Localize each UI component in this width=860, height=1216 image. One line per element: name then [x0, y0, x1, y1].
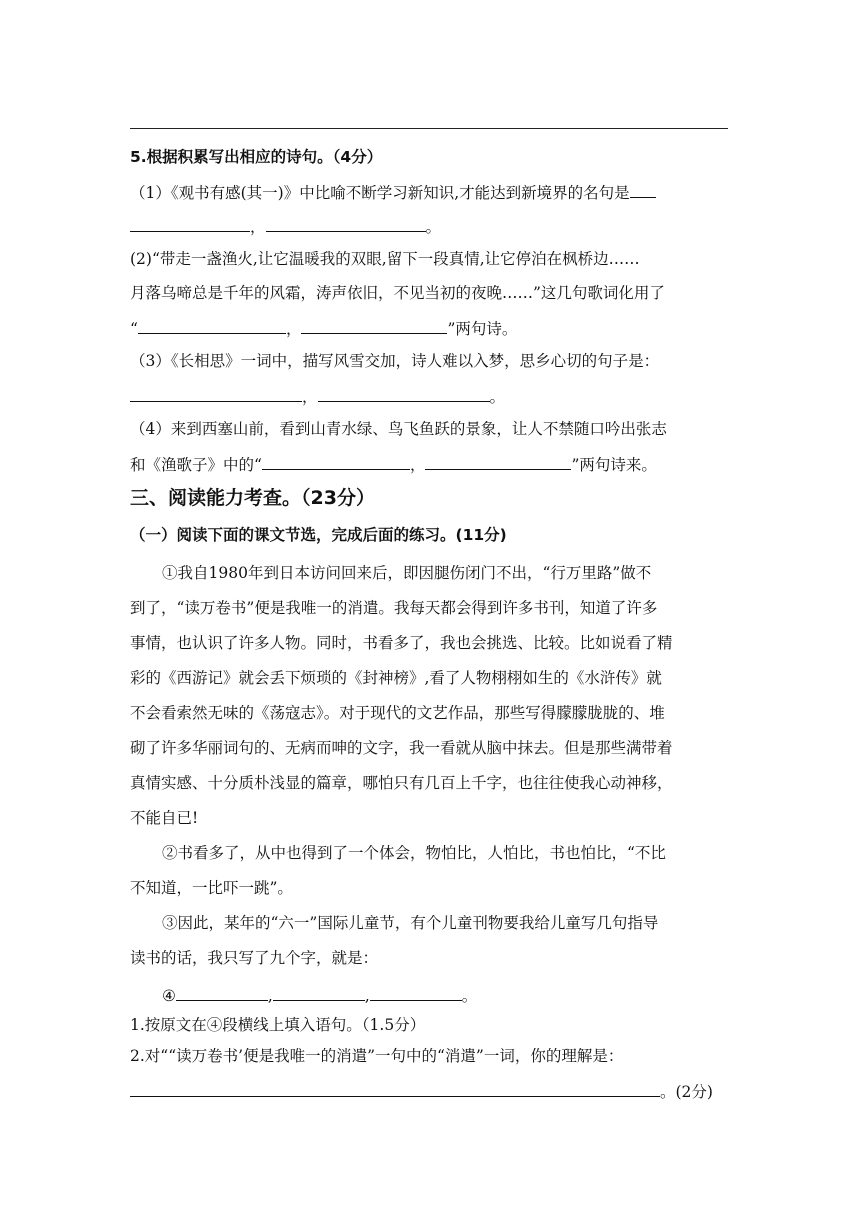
- q5-part1-line1: [130, 180, 656, 204]
- q5-part1-text: （1）《观书有感(其一)》中比喻不断学习新知识,才能达到新境界的名句是: [130, 184, 630, 202]
- answer-blank[interactable]: [130, 214, 250, 232]
- q5-part4-line2: [130, 452, 657, 476]
- comma: ，: [302, 388, 318, 406]
- paragraph-four-marker: ④: [162, 987, 176, 1005]
- period: 。: [461, 987, 478, 1005]
- answer-blank[interactable]: [425, 452, 571, 470]
- q5-part3-line1: （3）《长相思》一词中，描写风雪交加，诗人难以入梦，思乡心切的句子是：: [130, 352, 660, 370]
- header-rule: [130, 128, 728, 129]
- answer-blank[interactable]: [176, 983, 268, 1001]
- answer-blank[interactable]: [273, 983, 365, 1001]
- answer-blank[interactable]: [130, 1079, 660, 1097]
- question-2: 2.对““读万卷书’便是我唯一的消遣”一句中的“消遣”一词，你的理解是：: [130, 1047, 624, 1065]
- open-quote: “: [130, 320, 138, 338]
- passage-line: ③因此，某年的“六一”国际儿童节，有个儿童刊物要我给儿童写几句指导: [162, 914, 659, 932]
- p4-pre: 和《渔歌子》中的“: [130, 456, 262, 474]
- passage-fill-line: [162, 983, 477, 1007]
- question-2-answer-line: [130, 1079, 713, 1103]
- p4-post: ”两句诗来。: [571, 456, 657, 474]
- section-three-subtitle: （一）阅读下面的课文节选，完成后面的练习。(11分): [130, 526, 507, 544]
- q5-part2-line1: (2)“带走一盏渔火,让它温暖我的双眼,留下一段真情,让它停泊在枫桥边……: [130, 250, 640, 268]
- comma: ,: [364, 987, 370, 1005]
- passage-line: 砌了许多华丽词句的、无病而呻的文字，我一看就从脑中抹去。但是那些满带着: [130, 739, 673, 757]
- q5-part4-line1: （4）来到西塞山前，看到山青水绿、鸟飞鱼跃的景象，让人不禁随口吟出张志: [130, 420, 667, 438]
- passage-line: ①我自1980年到日本访问回来后，即因腿伤闭门不出，“行万里路”做不: [162, 564, 652, 582]
- question-2-tail: 。(2分): [660, 1083, 713, 1101]
- comma: ,: [267, 987, 273, 1005]
- answer-blank[interactable]: [318, 384, 490, 402]
- answer-blank[interactable]: [630, 180, 656, 198]
- comma: ，: [285, 320, 302, 338]
- passage-line: 到了，“读万卷书”便是我唯一的消遣。我每天都会得到许多书刊，知道了许多: [130, 599, 658, 617]
- section-three-title: 三、阅读能力考查。（23分）: [130, 487, 375, 509]
- answer-blank[interactable]: [138, 316, 286, 334]
- close-tail: ”两句诗。: [447, 320, 518, 338]
- answer-blank[interactable]: [370, 983, 462, 1001]
- passage-line: 读书的话，我只写了九个字，就是：: [130, 949, 379, 967]
- period: 。: [489, 388, 506, 406]
- q5-part2-line2: 月落乌啼总是千年的风霜，涛声依旧，不见当初的夜晚……”这几句歌词化用了: [130, 284, 665, 302]
- answer-blank[interactable]: [130, 384, 302, 402]
- passage-line: 事情，也认识了许多人物。同时，书看多了，我也会挑选、比较。比如说看了精: [130, 634, 673, 652]
- comma: ，: [409, 456, 426, 474]
- question-1: 1.按原文在④段横线上填入语句。（1.5分）: [130, 1016, 426, 1034]
- answer-blank[interactable]: [262, 452, 410, 470]
- passage-line: 彩的《西游记》就会丢下烦琐的《封神榜》,看了人物栩栩如生的《水浒传》就: [130, 669, 662, 687]
- comma: ，: [250, 218, 266, 236]
- passage-line: ②书看多了，从中也得到了一个体会，物怕比，人怕比，书也怕比，“不比: [162, 844, 666, 862]
- q5-title: 5.根据积累写出相应的诗句。（4分）: [130, 148, 383, 166]
- q5-part2-line3: [130, 316, 517, 340]
- passage-line: 真情实感、十分质朴浅显的篇章，哪怕只有几百上千字，也往往使我心动神移，: [130, 774, 673, 792]
- q5-part3-line2: [130, 384, 505, 408]
- q5-part1-line2: [130, 214, 441, 238]
- passage-line: 不知道，一比吓一跳”。: [130, 879, 293, 897]
- period: 。: [425, 218, 442, 236]
- answer-blank[interactable]: [301, 316, 447, 334]
- passage-line: 不能自已!: [130, 809, 199, 827]
- answer-blank[interactable]: [266, 214, 426, 232]
- passage-line: 不会看索然无味的《荡寇志》。对于现代的文艺作品，那些写得朦朦胧胧的、堆: [130, 704, 665, 722]
